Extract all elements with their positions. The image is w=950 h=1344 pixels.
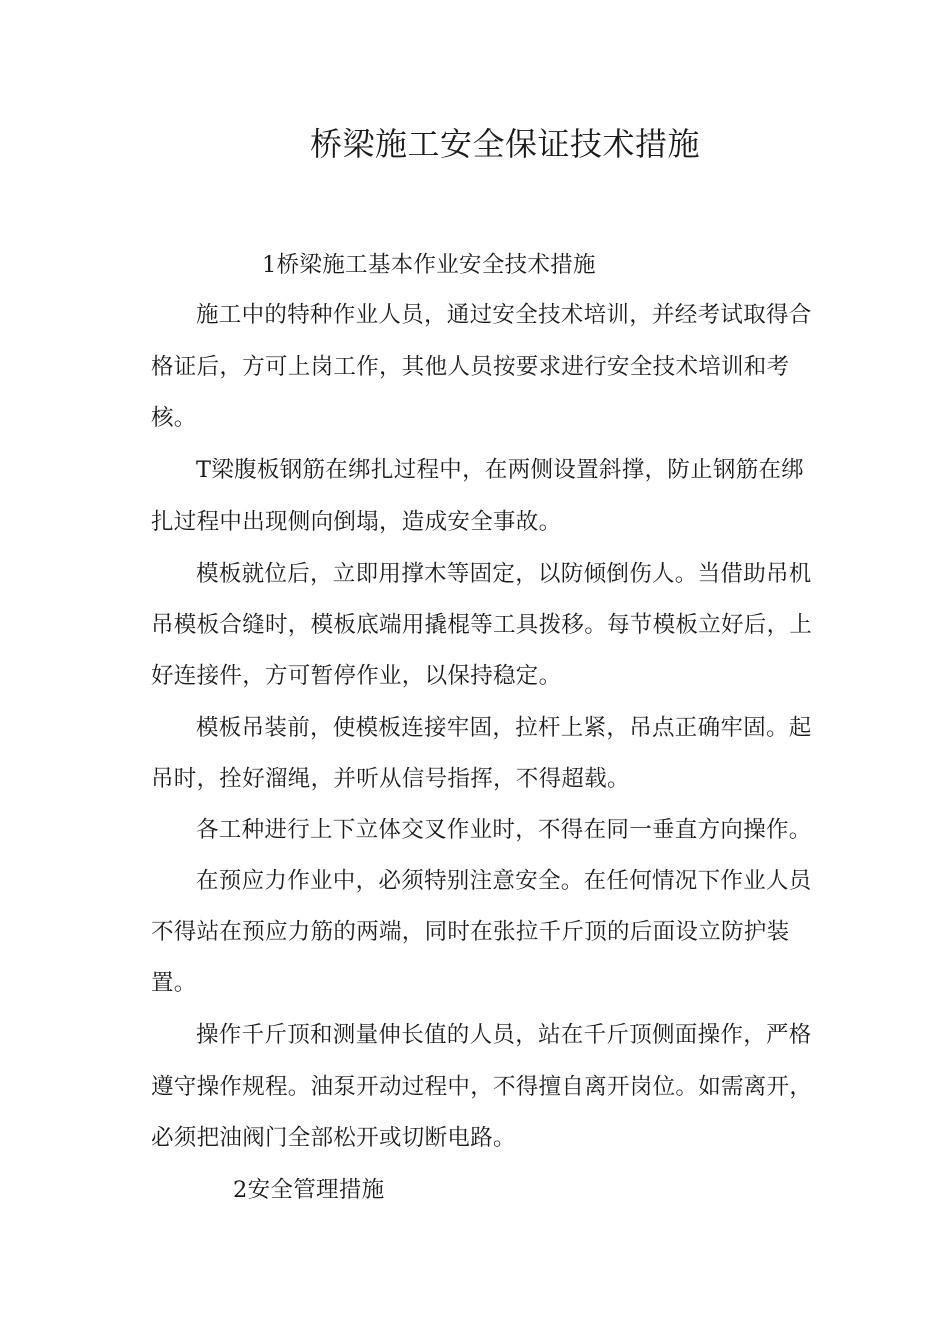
paragraph-line: T梁腹板钢筋在绑扎过程中，在两侧设置斜撑，防止钢筋在绑 — [196, 457, 805, 483]
paragraph-line: 模板就位后，立即用撑木等固定，以防倾倒伤人。当借助吊机 — [196, 561, 812, 587]
document-title: 桥梁施工安全保证技术措施 — [309, 125, 700, 163]
paragraph-line: 必须把油阀门全部松开或切断电路。 — [151, 1125, 516, 1151]
paragraph-line: 在预应力作业中，必须特别注意安全。在任何情况下作业人员 — [196, 868, 812, 894]
paragraph-line: 扎过程中出现侧向倒塌，造成安全事故。 — [151, 509, 562, 535]
paragraph-line: 各工种进行上下立体交叉作业时，不得在同一垂直方向操作。 — [196, 817, 812, 843]
paragraph-line: 吊模板合缝时，模板底端用撬棍等工具拨移。每节模板立好后，上 — [151, 612, 813, 638]
paragraph-line: 格证后，方可上岗工作，其他人员按要求进行安全技术培训和考 — [151, 354, 790, 380]
section-1-heading: 1桥梁施工基本作业安全技术措施 — [262, 252, 596, 278]
paragraph-line: 置。 — [151, 970, 197, 996]
section-2-heading: 2安全管理措施 — [233, 1177, 385, 1203]
paragraph-line: 不得站在预应力筋的两端，同时在张拉千斤顶的后面设立防护装 — [151, 919, 790, 945]
paragraph-line: 操作千斤顶和测量伸长值的人员，站在千斤顶侧面操作，严格 — [196, 1022, 812, 1048]
paragraph-line: 遵守操作规程。油泵开动过程中，不得擅自离开岗位。如需离开， — [151, 1074, 813, 1100]
paragraph-line: 模板吊装前，使模板连接牢固，拉杆上紧，吊点正确牢固。起 — [196, 715, 812, 741]
paragraph-line: 吊时，拴好溜绳，并听从信号指挥，不得超载。 — [151, 766, 630, 792]
paragraph-line: 核。 — [151, 405, 197, 431]
paragraph-line: 好连接件，方可暂停作业，以保持稳定。 — [151, 663, 562, 689]
paragraph-line: 施工中的特种作业人员，通过安全技术培训，并经考试取得合 — [196, 302, 812, 328]
